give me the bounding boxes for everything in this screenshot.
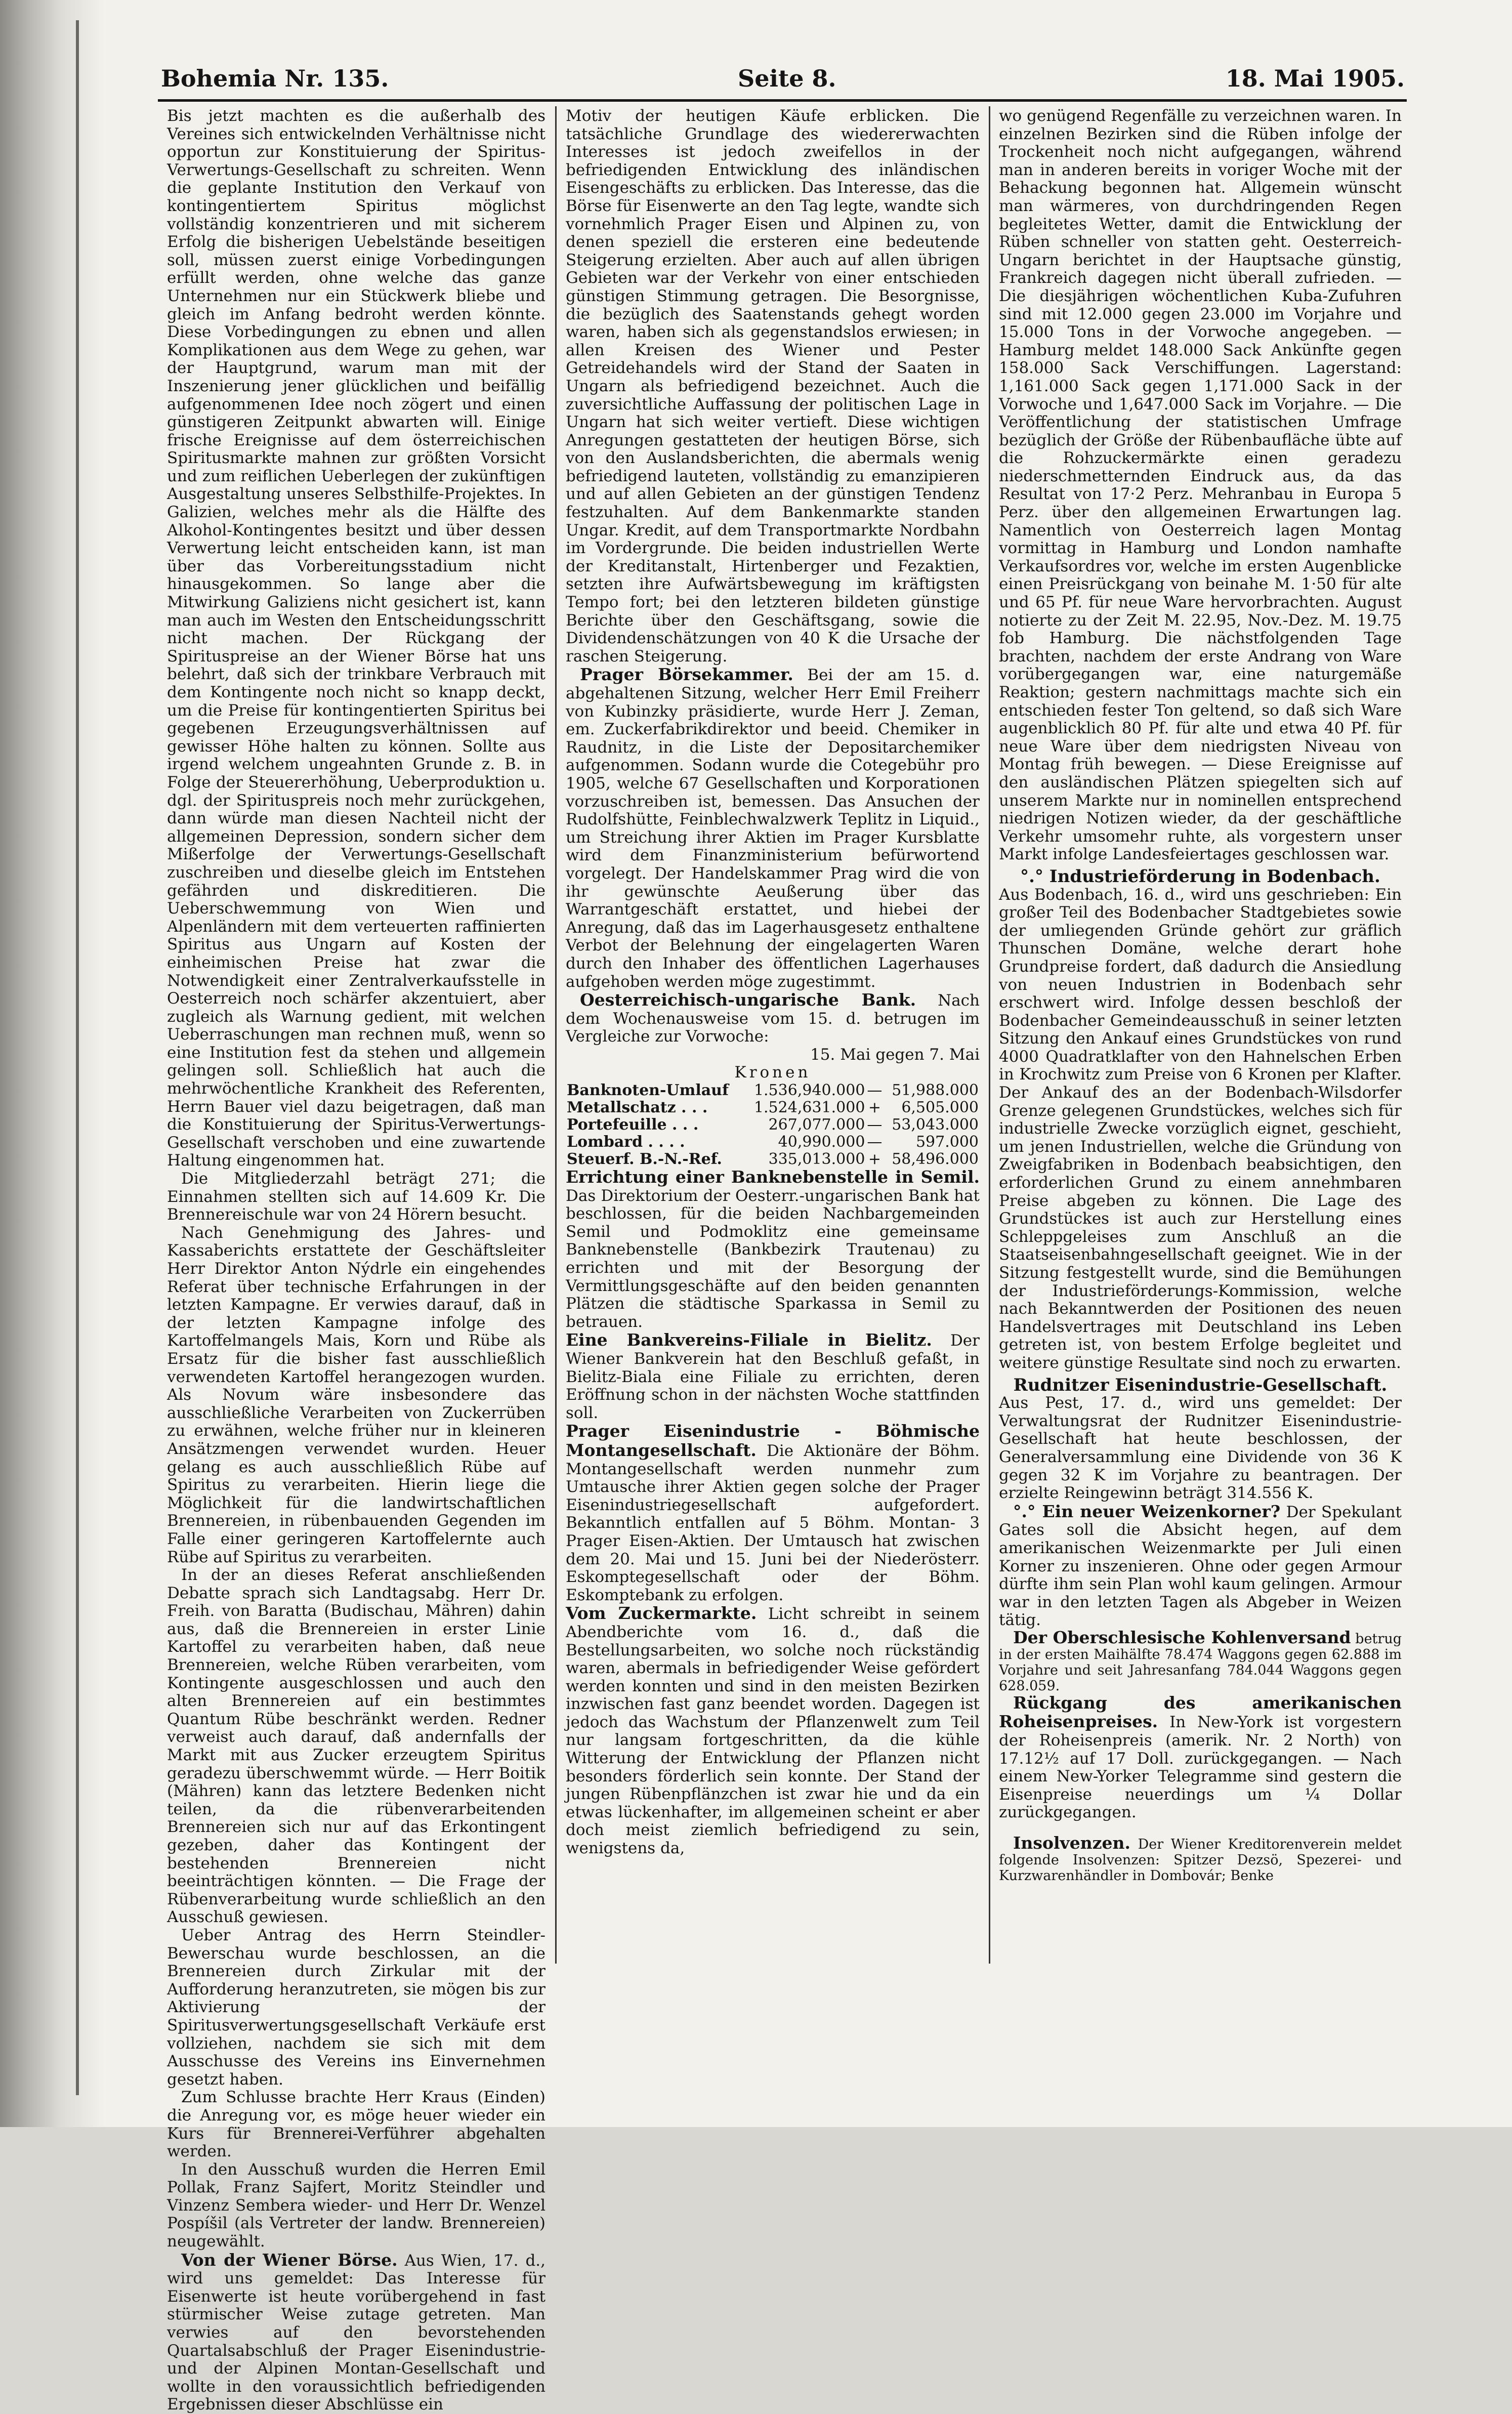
insolvenz-title: Insolvenzen. bbox=[1013, 1833, 1130, 1853]
spiritus-paragraph-4: In der an dieses Referat anschließenden Debatte sprach sich Landtagsabg. Herr Dr. Freih. von Baratta (Budischau, Mähren) dahin aus, daß die Brennereien in erster Linie Kartoffel zu verarbeiten haben, daß neue Brennereien, welche Rüben verarbeiten, vom Kontingente ausgeschlossen und auch den alten Brennereien auf ein bestimmtes Quantum Rübe beschränkt werden. Redner verweist auch darauf, daß andernfalls der Markt mit aus Zucker erzeugtem Spiritus geradezu überschwemmt würde. — Herr Boitik (Mähren) kann das letztere Bedenken nicht teilen, da die rübenverarbeitenden Brennereien sich nur auf das Erkontingent gezeben, daher das Kontingent der bestehenden Brennereien nicht beeinträchtigen könnten. — Die Frage der Rübenverarbeitung wurde schließlich an den Ausschuß gewiesen. bbox=[167, 1566, 545, 1927]
bank-unit: Kronen bbox=[734, 1063, 811, 1082]
montan-text: Die Aktionäre der Böhm. Montangesellschaft werden nunmehr zum Umtausche ihrer Aktien gegen solche der Prager Eisenindustriegesellschaft aufgefordert. Bekanntlich entfallen auf 5 Böhm. Montan- 3 Prager Eisen-Aktien. Der Umtausch hat zwischen dem 20. Mai und 15. Juni bei der Niederösterr. Eskomptegesellschaft oder der Böhm. Eskomptebank zu erfolgen. bbox=[566, 1441, 980, 1604]
bank-row-change: 597.000 bbox=[915, 1133, 979, 1151]
roheisen-article bbox=[999, 1694, 1402, 1822]
bank-row-label: Banknoten-Umlauf bbox=[567, 1081, 729, 1100]
weizen-title: °.° Ein neuer Weizenkorner? bbox=[1013, 1501, 1281, 1521]
bank-table-row bbox=[566, 1082, 980, 1099]
bank-table-row bbox=[566, 1151, 980, 1168]
bank-row-sign: — bbox=[867, 1133, 883, 1151]
bank-article bbox=[566, 991, 980, 1046]
bank-row-label: Metallschatz . . . bbox=[567, 1099, 708, 1117]
bank-row-label: Portefeuille . . . bbox=[567, 1116, 699, 1134]
kohlen-text: betrug in der ersten Maihälfte 78.474 Waggons gegen 62.888 im Vorjahre und seit Jahresanfang 784.044 Waggons gegen 628.059. bbox=[999, 1631, 1402, 1694]
bank-row-label: Lombard . . . . bbox=[567, 1133, 685, 1151]
kohlen-article bbox=[999, 1627, 1402, 1694]
insolvenz-article bbox=[999, 1835, 1402, 1884]
bank-title: Oesterreichisch-ungarische Bank. bbox=[580, 990, 916, 1010]
spiritus-paragraph-5: Ueber Antrag des Herrn Steindler-Bewerschau wurde beschlossen, an die Brennereien durch Zirkular mit der Aufforderung heranzutreten, sie mögen bis zur Aktivierung der Spiritusverwertungsgesellschaft Verkäufe erst vollziehen, nachdem sie sich mit dem Ausschusse des Vereins ins Einvernehmen gesetzt haben. bbox=[167, 1926, 545, 2089]
header-page-number: Seite 8. bbox=[738, 65, 836, 92]
boerse-text: Aus Wien, 17. d., wird uns gemeldet: Das Interesse für Eisenwerte ist heute vorübergehend in fast stürmischer Weise zutage getreten. Man verwies auf den bevorstehenden Quartalsabschluß der Prager Eisenindustrie- und der Alpinen Montan-Gesellschaft und wollte in den voraussichtlich befriedigenden Ergebnissen dieser Abschlüsse ein bbox=[167, 2251, 545, 2414]
weizen-text: Der Spekulant Gates soll die Absicht hegen, auf dem amerikanischen Weizenmarkte per Juli einen Korner zu inszenieren. Ohne oder gegen Armour dürfte ihm sein Plan wohl kaum gelingen. Armour war in den letzten Tagen als Abgeber in Weizen tätig. bbox=[999, 1503, 1402, 1630]
column-2 bbox=[566, 107, 980, 1954]
page-header bbox=[161, 65, 1405, 93]
bank-row-sign: + bbox=[868, 1099, 881, 1117]
zucker-title: Vom Zuckermarkte. bbox=[566, 1603, 757, 1624]
bank-table-row bbox=[566, 1116, 980, 1134]
kohlen-title: Der Oberschlesische Kohlenversand bbox=[1013, 1627, 1351, 1647]
bank-row-change: 6,505.000 bbox=[901, 1099, 979, 1117]
bank-row-value: 1.524,631.000 bbox=[753, 1099, 865, 1117]
montan-title: Prager Eisenindustrie - Böhmische Montangesellschaft. bbox=[566, 1421, 980, 1460]
roheisen-title: Rückgang des amerikanischen Roheisenpreises. bbox=[999, 1692, 1402, 1732]
column-3 bbox=[999, 107, 1402, 1954]
bank-row-value: 335,013.000 bbox=[768, 1150, 865, 1169]
prager-boersekammer-article bbox=[566, 665, 980, 991]
filiale-title: Eine Bankvereins-Filiale in Bielitz. bbox=[566, 1330, 932, 1350]
bank-table-row bbox=[566, 1099, 980, 1116]
zucker-article bbox=[566, 1604, 980, 1857]
rudnitz-title: Rudnitzer Eisenindustrie-Gesellschaft. bbox=[1013, 1375, 1388, 1395]
column-divider-2 bbox=[989, 106, 990, 1964]
errichtung-title: Errichtung einer Banknebenstelle in Semil. bbox=[566, 1167, 980, 1187]
bank-row-value: 40,990.000 bbox=[778, 1133, 865, 1151]
bank-row-value: 267,077.000 bbox=[768, 1116, 865, 1134]
boerse-title: Von der Wiener Börse. bbox=[181, 2250, 398, 2270]
montan-article bbox=[566, 1422, 980, 1604]
prager-boersekammer-title: Prager Börsekammer. bbox=[580, 664, 793, 685]
errichtung-text: Das Direktorium der Oesterr.-ungarischen Bank hat beschlossen, für die beiden Nachbargemeinden Semil und Podmoklitz eine gemeinsame Banknebenstelle (Bankbezirk Trautenau) zu errichten und mit der Besorgung der Vermittlungsgeschäfte auf den beiden genannten Plätzen die städtische Sparkassa in Semil zu betrauen. bbox=[566, 1186, 980, 1331]
zucker-continuation: wo genügend Regenfälle zu verzeichnen waren. In einzelnen Bezirken sind die Rüben infolge der Trockenheit noch nicht aufgegangen, während man in anderen bereits in voriger Woche mit der Behackung begonnen hat. Allgemein wünscht man wärmeres, von durchdringenden Regen begleitetes Wetter, damit die Entwicklung der Rüben schneller von statten geht. Oesterreich-Ungarn berichtet in der Hauptsache günstig, Frankreich dagegen nicht überall zufrieden. — Die diesjährigen wöchentlichen Kuba-Zufuhren sind mit 12.000 gegen 23.000 im Vorjahre und 15.000 Tons in der Vorwoche angegeben. — Hamburg meldet 148.000 Sack Ankünfte gegen 158.000 Sack Verschiffungen. Lagerstand: 1,161.000 Sack gegen 1,171.000 Sack in der Vorwoche und 1,647.000 Sack im Vorjahre. — Die Veröffentlichung der statistischen Umfrage bezüglich der Größe der Rübenbaufläche übte auf die Rohzuckermärkte einen geradezu niederschmetternden Eindruck aus, da das Resultat von 17·2 Perz. Mehranbau in Europa 5 Perz. über den allgemeinen Erwartungen lag. Namentlich von Oesterreich lagen Montag vormittag in Hamburg und London namhafte Verkaufsordres vor, welche im ersten Augenblicke einen Preisrückgang von beinahe M. 1·50 für alte und 65 Pf. für neue Ware hervorbrachten. August notierte zu der Zeit M. 22.95, Nov.-Dez. M. 19.75 fob Hamburg. Die nächstfolgenden Tage brachten, nachdem der erste Andrang von Ware vorübergegangen war, eine naturgemäße Reaktion; gestern nachmittags machte sich ein entschieden fester Ton geltend, so daß sich Ware augenblicklich 80 Pf. für alte und etwa 40 Pf. für neue Ware über dem niedrigsten Niveau von Montag früh bewegen. — Diese Ereignisse auf den ausländischen Plätzen spiegelten sich auf unserem Markte nur in nominellen entsprechend niedrigen Notizen wieder, da der geschäftliche Verkehr umsomehr ruhte, als vorgestern unser Markt infolge Landesfeiertages geschlossen war. bbox=[999, 107, 1402, 864]
bank-date-heading: 15. Mai gegen 7. Mai bbox=[810, 1045, 980, 1064]
header-publication: Bohemia Nr. 135. bbox=[161, 65, 389, 92]
zucker-text: Licht schreibt in seinem Abendberichte vom 16. d., daß die Bestellungsarbeiten, wo solche noch rückständig waren, abermals in befriedigender Weise gefördert werden konnten und sind in den meisten Bezirken inzwischen fast ganz beendet worden. Dagegen ist jedoch das Wachstum der Pflanzenwelt zum Teil nur langsam fortgeschritten, da die kühle Witterung der Entwicklung der Pflanzen nicht besonders förderlich sein konnte. Der Stand der jungen Rübenpflänzchen ist zwar hie und da ein etwas lückenhafter, im allgemeinen scheint er aber doch meist ziemlich befriedigend zu sein, wenigstens da, bbox=[566, 1605, 980, 1858]
errichtung-article bbox=[566, 1168, 980, 1331]
bank-row-change: 53,043.000 bbox=[892, 1116, 979, 1134]
bank-row-sign: + bbox=[868, 1150, 881, 1169]
bank-row-label: Steuerf. B.-N.-Ref. bbox=[567, 1150, 722, 1169]
bank-table-row bbox=[566, 1134, 980, 1151]
header-date: 18. Mai 1905. bbox=[1225, 65, 1405, 92]
spiritus-paragraph-6: Zum Schlusse brachte Herr Kraus (Einden) die Anregung vor, es möge heuer wieder ein Kurs für Brennerei-Verführer abgehalten werden. bbox=[167, 2088, 545, 2161]
spiritus-paragraph-2: Die Mitgliederzahl beträgt 271; die Einnahmen stellten sich auf 14.609 Kr. Die Brennereischule war von 24 Hörern besucht. bbox=[167, 1170, 545, 1224]
bank-intro: Nach dem Wochenausweise vom 15. d. betrugen im Vergleiche zur Vorwoche: bbox=[566, 991, 980, 1046]
bank-row-change: 51,988.000 bbox=[892, 1081, 979, 1100]
insolvenz-text: Der Wiener Kreditorenverein meldet folgende Insolvenzen: Spitzer Dezsö, Spezerei- und Kurzwarenhändler in Dombovár; Benke bbox=[999, 1837, 1402, 1884]
spiritus-paragraph-3: Nach Genehmigung des Jahres- und Kassaberichts erstattete der Geschäftsleiter Herr Direktor Anton Nýdrle ein eingehendes Referat über technische Erfahrungen in der letzten Kampagne. Er verwies darauf, daß in der letzten Kampagne infolge des Kartoffelmangels Mais, Korn und Rübe als Ersatz für die bisher fast ausschließlich verwendeten Kartoffel herangezogen wurden. Als Novum wäre insbesondere das ausschließliche Verarbeiten von Zuckerrüben zu erwähnen, welche früher nur in kleineren Ansätzmengen verwendet wurden. Heuer gelang es auch ausschließlich Rübe auf Spiritus zu verarbeiten. Hierin liege die Möglichkeit für die landwirtschaftlichen Brennereien, in rübenbauenden Gegenden im Falle einer geringeren Kartoffelernte auch Rübe auf Spiritus zu verarbeiten. bbox=[167, 1223, 545, 1566]
bank-row-sign: — bbox=[867, 1081, 883, 1100]
rudnitz-text: Aus Pest, 17. d., wird uns gemeldet: Der Verwaltungsrat der Rudnitzer Eisenindustrie-Gesellschaft hat heute beschlossen, der Generalversammlung eine Dividende von 36 K gegen 32 K im Vorjahre zu beantragen. Der erzielte Reingewinn beträgt 314.556 K. bbox=[999, 1394, 1402, 1503]
bank-row-sign: — bbox=[867, 1116, 883, 1134]
binding-rule bbox=[76, 20, 79, 2095]
boerse-article bbox=[167, 2251, 545, 2414]
column-1 bbox=[167, 107, 545, 2414]
bodenbach-text: Aus Bodenbach, 16. d., wird uns geschrieben: Ein großer Teil des Bodenbacher Stadtgebietes sowie der umliegenden Gründe gehört zur gräflich Thunschen Domäne, welche derart hohe Grundpreise fordert, daß dadurch die Ansiedlung von neuen Industrien in Bodenbach sehr erschwert wird. Infolge dessen beschloß der Bodenbacher Gemeindeausschuß in seiner letzten Sitzung den Ankauf eines Grundstückes von rund 4000 Quadratklafter von den Hahnelschen Erben in Krochwitz zum Preise von 6 Kronen per Klafter. Der Ankauf des an der Bodenbach-Wilsdorfer Grenze gelegenen Grundstückes, welches sich für industrielle Zwecke vorzüglich eignet, geschieht, um jenen Industriellen, welche die Gründung von Zweigfabriken in Bodenbach beabsichtigen, den erforderlichen Grund zu einem annehmbaren Preise abgeben zu können. Die Lage des Grundstückes ist auch zur Herstellung eines Schleppgeleises zum Anschluß an die Staatseisenbahngesellschaft geeignet. Wie in der Sitzung festgestellt wurde, sind die Bemühungen der Industrieförderungs-Kommission, welche nach Bekanntwerden der Positionen des neuen Handelsvertrages mit Deutschland ins Leben getreten ist, von bestem Erfolge begleitet und weitere günstige Resultate sind noch zu erwarten. bbox=[999, 885, 1402, 1372]
spiritus-paragraph-1: Bis jetzt machten es die außerhalb des Vereines sich entwickelnden Verhältnisse nicht opportun zur Konstituierung der Spiritus-Verwertungs-Gesellschaft zu schreiten. Wenn die geplante Institution den Verkauf von kontingentiertem Spiritus möglichst vollständig konzentrieren und mit sicherem Erfolg die bisherigen Uebelstände beseitigen soll, müssen zuerst einige Vorbedingungen erfüllt werden, ohne welche das ganze Unternehmen nur ein Stückwerk bliebe und gleich im Anfang bedroht werden könnte. Diese Vorbedingungen zu ebnen und allen Komplikationen aus dem Wege zu gehen, war der Hauptgrund, warum man mit der Inszenierung jener glücklichen und beifällig aufgenommenen Idee noch zögert und einen günstigeren Zeitpunkt abwarten will. Einige frische Ereignisse auf dem österreichischen Spiritusmarkte mahnen zur größten Vorsicht und zum reiflichen Ueberlegen der zukünftigen Ausgestaltung unseres Selbsthilfe-Projektes. In Galizien, welches mehr als die Hälfte des Alkohol-Kontingentes besitzt und über dessen Verwertung leicht entscheiden kann, ist man über das Vorbereitungsstadium nicht hinausgekommen. So lange aber die Mitwirkung Galiziens nicht gesichert ist, kann man auch im Westen den Entscheidungsschritt nicht machen. Der Rückgang der Spirituspreise an der Wiener Börse hat uns belehrt, daß sich der trinkbare Verbrauch mit dem Kontingente noch nicht so knapp deckt, um die Preise für kontingentierten Spiritus bei gegebenen Erzeugungsverhältnissen auf gewisser Höhe halten zu können. Sollte aus irgend welchem ungeahnten Grunde z. B. in Folge der Steuererhöhung, Ueberproduktion u. dgl. der Spirituspreis noch mehr zurückgehen, dann würde man diesen Nachteil nicht der allgemeinen Depression, sondern sicher dem Mißerfolge der Verwertungs-Gesellschaft zuschreiben und dieselbe gleich im Entstehen gefährden und diskreditieren. Die Ueberschwemmung von Wien und Alpenländern mit dem verteuerten raffinierten Spiritus aus Ungarn auf Kosten der einheimischen Preise hat zwar die Notwendigkeit einer Zentralverkaufsstelle in Oesterreich noch schärfer akzentuiert, aber zugleich als Warnung gedient, mit welchen Ueberraschungen man rechnen muß, wenn so eine Institution fest da stehen und allgemein gelingen soll. Schließlich hat auch die mehrwöchentliche Krankheit des Referenten, Herrn Bauer viel dazu beigetragen, daß man die Konstituierung der Spiritus-Verwertungs-Gesellschaft verschoben und eine zuwartende Haltung eingenommen hat. bbox=[167, 107, 545, 1170]
filiale-article bbox=[566, 1331, 980, 1422]
bank-row-change: 58,496.000 bbox=[892, 1150, 979, 1169]
spiritus-paragraph-7: In den Ausschuß wurden die Herren Emil Pollak, Franz Sajfert, Moritz Steindler und Vinzenz Sembera wieder- und Herr Dr. Wenzel Pospíšil (als Vertreter der landw. Brennereien) neugewählt. bbox=[167, 2160, 545, 2251]
weizen-article bbox=[999, 1503, 1402, 1630]
bodenbach-title: °.° Industrieförderung in Bodenbach. bbox=[1020, 866, 1380, 887]
column-divider-1 bbox=[555, 106, 557, 1964]
header-rule bbox=[158, 99, 1407, 102]
bank-table bbox=[566, 1082, 980, 1168]
filiale-text: Der Wiener Bankverein hat den Beschluß gefaßt, in Bielitz-Biala eine Filiale zu errichten, deren Eröffnung schon in der nächsten Woche stattfinden soll. bbox=[566, 1331, 980, 1422]
prager-boersekammer-text: Bei der am 15. d. abgehaltenen Sitzung, welcher Herr Emil Freiherr von Kubinzky präsidierte, wurde Herr J. Zeman, em. Zuckerfabrikdirektor und beeid. Chemiker in Raudnitz, in die Liste der Depositarchemiker aufgenommen. Sodann wurde die Cotegebühr pro 1905, welche 67 Gesellschaften und Korporationen vorzuschreiben ist, bemessen. Das Ansuchen der Rudolfshütte, Feinblechwalzwerk Teplitz in Liquid., um Streichung ihrer Aktien im Prager Kursblatte wird dem Finanzministerium befürwortend vorgelegt. Der Handelskammer Prag wird die von ihr gewünschte Aeußerung über das Warrantgeschäft erstattet, und hiebei der Anregung, daß das im Lagerhausgesetz enthaltene Verbot der Belehnung der eingelagerten Waren durch den Inhaber des öffentlichen Lagerhauses aufgehoben werden möge zugestimmt. bbox=[566, 666, 980, 991]
bank-row-value: 1.536,940.000 bbox=[753, 1081, 865, 1100]
page-binding-edge bbox=[0, 0, 106, 2127]
roheisen-text: In New-York ist vorgestern der Roheisenpreis (amerik. Nr. 2 North) von 17.12½ auf 17 Doll. zurückgegangen. — Nach einem New-Yorker Telegramme sind gestern die Eisenpreise neuerdings um ¼ Dollar zurückgegangen. bbox=[999, 1713, 1402, 1822]
boerse-continuation: Motiv der heutigen Käufe erblicken. Die tatsächliche Grundlage des wiedererwachten Interesses ist jedoch zweifellos in der befriedigenden Entwicklung des inländischen Eisengeschäfts zu erblicken. Das Interesse, das die Börse für Eisenwerte an den Tag legte, wandte sich vornehmlich Prager Eisen und Alpinen zu, von denen speziell die ersteren eine bedeutende Steigerung erzielten. Aber auch auf allen übrigen Gebieten war der Verkehr von einer entschieden günstigen Stimmung getragen. Die Besorgnisse, die bezüglich des Saatenstands gehegt worden waren, haben sich als gegenstandslos erwiesen; in allen Kreisen des Wiener und Pester Getreidehandels wird der Stand der Saaten in Ungarn als befriedigend bezeichnet. Auch die zuversichtliche Auffassung der politischen Lage in Ungarn hat sich weiter vertieft. Diese wichtigen Anregungen gestatteten der heutigen Börse, sich von den Auslandsberichten, die abermals wenig befriedigend lauteten, vollständig zu emanzipieren und auf allen Gebieten an der günstigen Tendenz festzuhalten. Auf dem Bankenmarkte standen Ungar. Kredit, auf dem Transportmarkte Nordbahn im Vordergrunde. Die beiden industriellen Werte der Kreditanstalt, Hirtenberger und Fezaktien, setzten ihre Aufwärtsbewegung im kräftigsten Tempo fort; bei den letzteren bildeten günstige Berichte über den Geschäftsgang, sowie die Dividendenschätzungen von 40 K die Ursache der raschen Steigerung. bbox=[566, 107, 980, 665]
